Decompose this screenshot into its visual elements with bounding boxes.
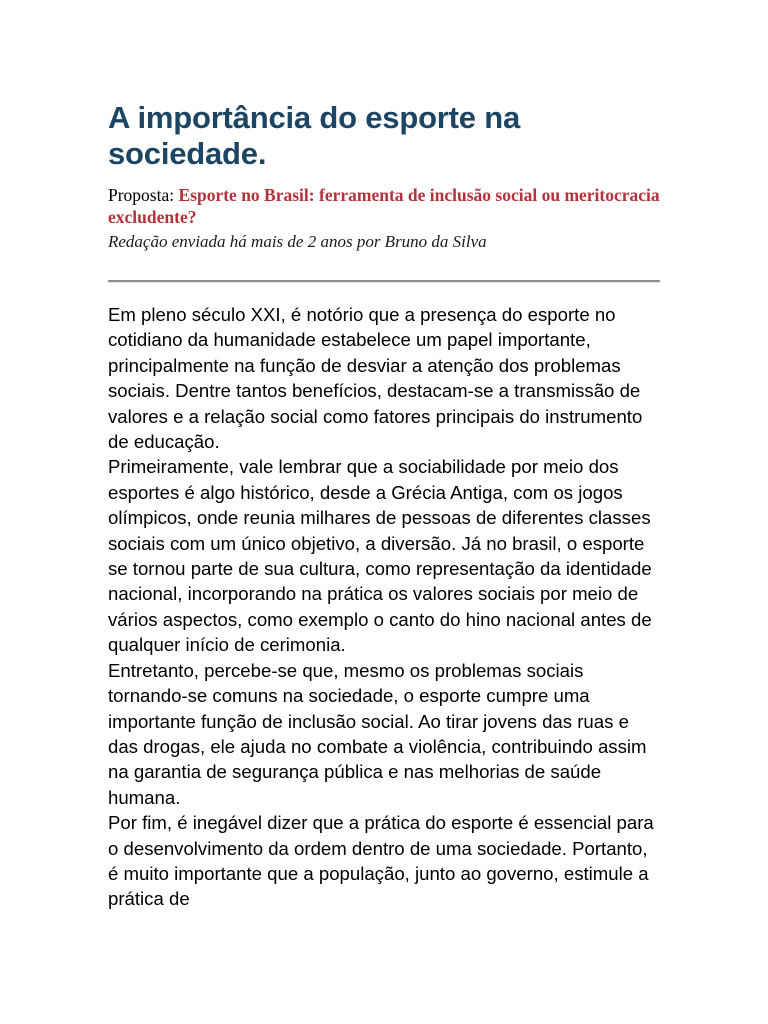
section-divider — [108, 280, 660, 282]
paragraph: Entretanto, percebe-se que, mesmo os problemas sociais tornando-se comuns na sociedade, o esporte cumpre uma importante função de inclusão social. Ao tirar jovens das ruas e das drogas, ele ajuda no combate a violência, contribuindo assim na garantia de segurança pública e nas melhorias de saúde humana. — [108, 659, 647, 808]
proposal-line — [108, 184, 660, 228]
byline: Redação enviada há mais de 2 anos por Bruno da Silva — [108, 232, 487, 251]
document-content — [108, 100, 660, 912]
paragraph: Primeiramente, vale lembrar que a sociabilidade por meio dos esportes é algo histórico, desde a Grécia Antiga, com os jogos olímpicos, onde reunia milhares de pessoas de diferentes classes sociais com um único objetivo, a diversão. Já no brasil, o esporte se tornou parte de sua cultura, como representação da identidade nacional, incorporando na prática os valores sociais por meio de vários aspectos, como exemplo o canto do hino nacional antes de qualquer início de cerimonia. — [108, 456, 652, 656]
essay-body — [108, 302, 660, 912]
proposal-label: Proposta: — [108, 185, 175, 205]
paragraph: Em pleno século XXI, é notório que a presença do esporte no cotidiano da humanidade estabelece um papel importante, principalmente na função de desviar a atenção dos problemas sociais. Dentre tantos benefícios, destacam-se a transmissão de valores e a relação social como fatores principais do instrumento de educação. — [108, 304, 643, 453]
paragraph: Por fim, é inegável dizer que a prática do esporte é essencial para o desenvolvimento da ordem dentro de uma sociedade. Portanto, é muito importante que a população, junto ao governo, estimule a prática de — [108, 812, 654, 910]
proposal-value: Esporte no Brasil: ferramenta de inclusão social ou meritocracia excludente? — [108, 185, 660, 227]
page-title: A importância do esporte na sociedade. — [108, 100, 521, 171]
